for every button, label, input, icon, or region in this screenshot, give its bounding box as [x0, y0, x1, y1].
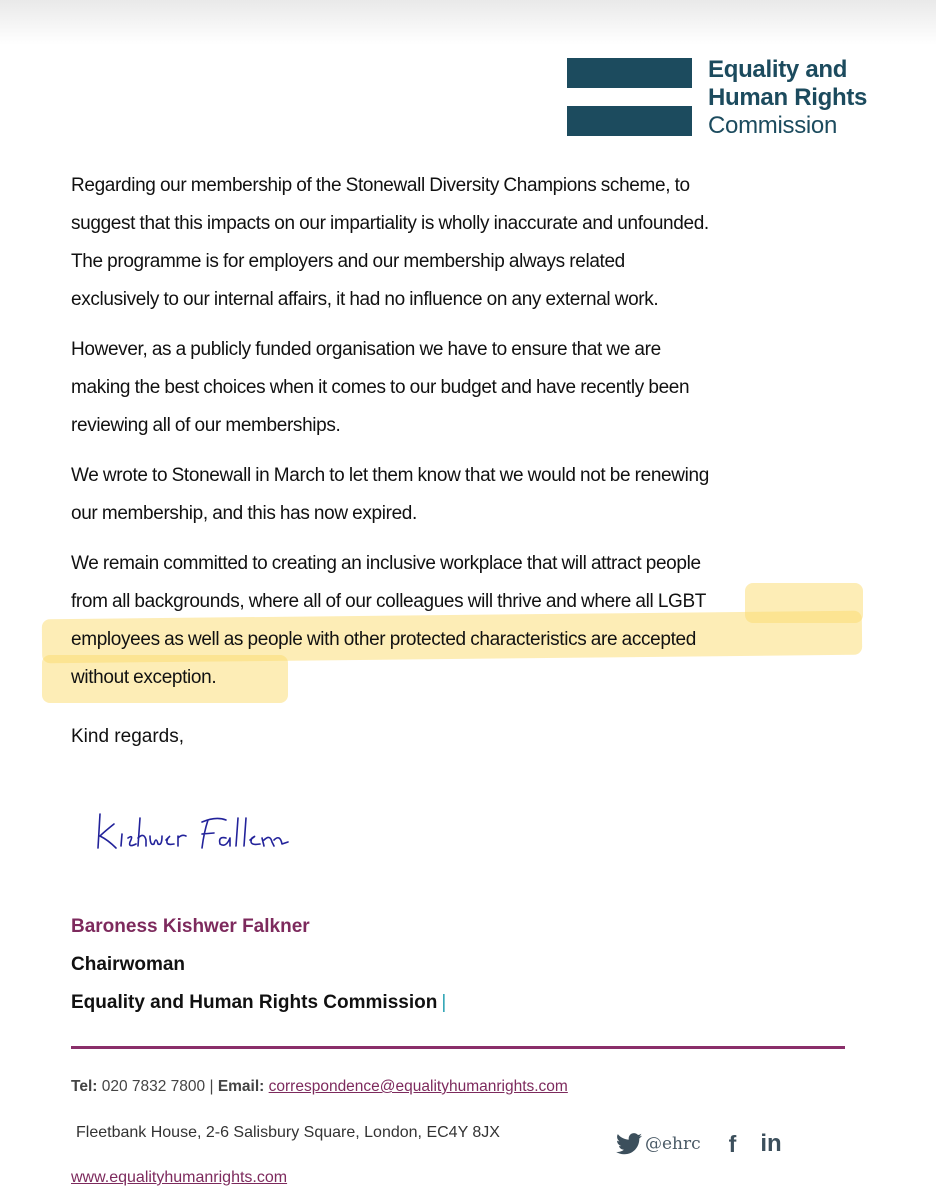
logo-bar-top — [567, 58, 692, 88]
top-shadow — [0, 0, 936, 45]
handwritten-signature — [92, 806, 332, 866]
text-line: making the best choices when it comes to our budget and have recently been — [71, 377, 690, 398]
text-line-highlighted: employees as well as people with other protected characteristics are accepted — [71, 629, 696, 650]
contact-line — [71, 1078, 568, 1096]
email-link[interactable]: correspondence@equalityhumanrights.com — [268, 1078, 568, 1095]
separator: | — [441, 992, 447, 1013]
closing-salutation: Kind regards, — [71, 726, 185, 747]
text-line-highlighted: without exception. — [71, 667, 217, 688]
logo-line-1: Equality and — [708, 56, 848, 83]
text-line: We wrote to Stonewall in March to let them know that we would not be renewing — [71, 465, 709, 486]
text-line: reviewing all of our memberships. — [71, 415, 341, 436]
footer-divider — [71, 1046, 845, 1049]
text-line: our membership, and this has now expired. — [71, 503, 417, 524]
separator: | — [209, 1078, 214, 1095]
organisation-name: Equality and Human Rights Commission — [71, 992, 438, 1013]
text-line: Regarding our membership of the Stonewall Diversity Champions scheme, to — [71, 175, 690, 196]
logo-line-3: Commission — [708, 112, 838, 139]
logo-text — [708, 56, 867, 140]
email-label: Email: — [217, 1078, 265, 1095]
text-line: exclusively to our internal affairs, it had no influence on any external work. — [71, 289, 659, 310]
paragraph-membership — [71, 167, 871, 319]
text-line: The programme is for employers and our membership always related — [71, 251, 625, 272]
logo-bar-bottom — [567, 106, 692, 136]
linkedin-icon[interactable]: in — [760, 1130, 782, 1157]
paragraph-renewal — [71, 457, 871, 533]
signatory-organisation — [71, 992, 446, 1014]
text-line: suggest that this impacts on our impartiality is wholly inaccurate and unfounded. — [71, 213, 709, 234]
paragraph-commitment — [71, 545, 871, 697]
signatory-title: Chairwoman — [71, 954, 186, 975]
signatory-name: Baroness Kishwer Falkner — [71, 916, 310, 937]
text-line: However, as a publicly funded organisation we have to ensure that we are — [71, 339, 661, 360]
website-link[interactable]: www.equalityhumanrights.com — [71, 1169, 288, 1186]
tel-label: Tel: — [71, 1078, 98, 1095]
twitter-handle[interactable]: @ehrc — [645, 1134, 701, 1154]
social-links — [616, 1128, 782, 1160]
logo-line-2: Human Rights — [708, 84, 868, 111]
facebook-icon[interactable]: f — [728, 1130, 737, 1157]
paragraph-budget — [71, 331, 871, 445]
ehrc-logo — [567, 56, 887, 140]
twitter-icon[interactable] — [616, 1133, 642, 1155]
text-line: We remain committed to creating an inclusive workplace that will attract people — [71, 553, 701, 574]
postal-address: Fleetbank House, 2-6 Salisbury Square, London, EC4Y 8JX — [76, 1124, 500, 1141]
text-line: from all backgrounds, where all of our colleagues will thrive and where all LGBT — [71, 591, 707, 612]
tel-value: 020 7832 7800 — [101, 1078, 206, 1095]
